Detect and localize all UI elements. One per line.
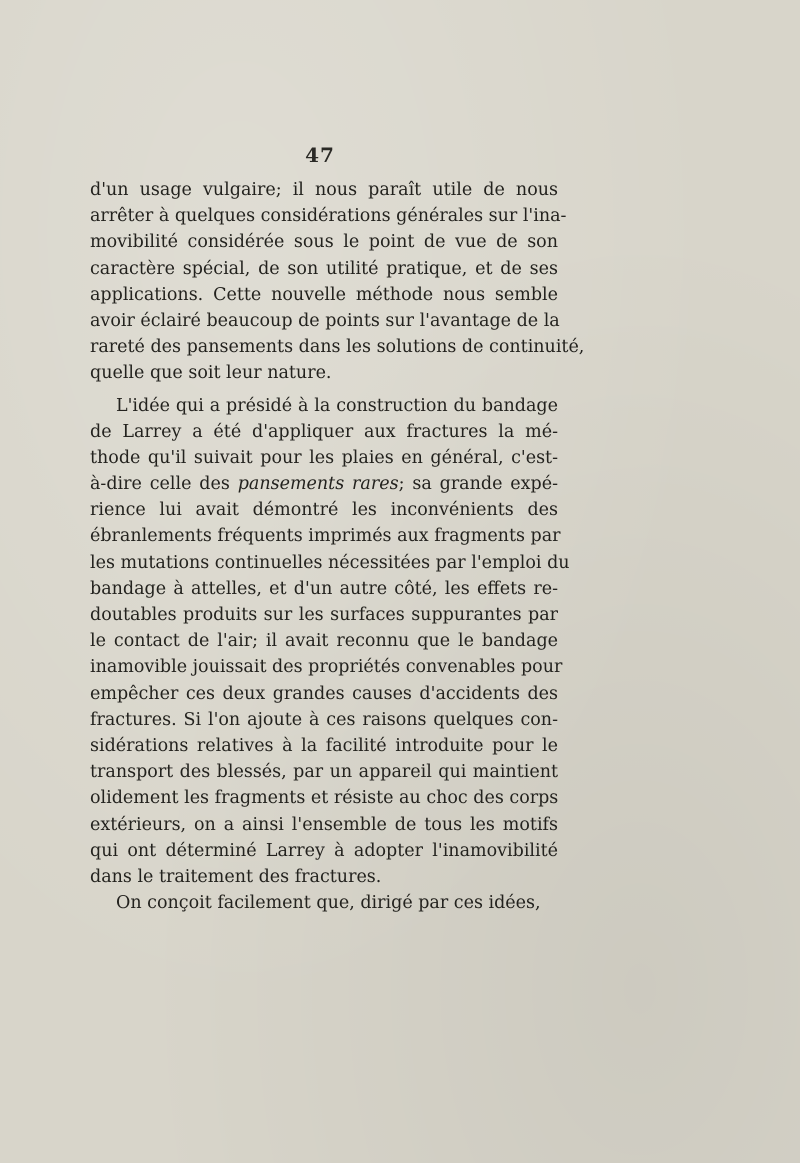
text-line: empêcher ces deux grandes causes d'accidents des (90, 683, 558, 704)
text-line: extérieurs, on a ainsi l'ensemble de tous les motifs (90, 814, 558, 835)
text-line: fractures. Si l'on ajoute à ces raisons quelques con- (90, 709, 558, 730)
text-line: inamovible jouissait des propriétés convenables pour (90, 657, 563, 678)
text-line: qui ont déterminé Larrey à adopter l'inamovibilité (90, 840, 558, 861)
text-line: de Larrey a été d'appliquer aux fractures la mé- (90, 421, 558, 442)
text-line (90, 471, 558, 497)
text-line: thode qu'il suivait pour les plaies en général, c'est- (90, 447, 558, 468)
paragraph (90, 890, 558, 916)
body-text (90, 177, 585, 916)
text-line: quelle que soit leur nature. (90, 363, 332, 384)
text-line: applications. Cette nouvelle méthode nous semble (90, 284, 558, 305)
paragraph (90, 177, 585, 387)
italic-text-run: pansements rares (237, 474, 399, 495)
page-number: 47 (305, 143, 335, 167)
text-line: rience lui avait démontré les inconvénients des (90, 500, 558, 521)
text-run: ; sa grande expé- (398, 474, 559, 495)
text-line: avoir éclairé beaucoup de points sur l'avantage de la (90, 310, 560, 331)
text-line: le contact de l'air; il avait reconnu que le bandage (90, 631, 558, 652)
text-line: olidement les fragments et résiste au choc des corps (90, 788, 559, 809)
paragraph (90, 393, 570, 891)
text-line: d'un usage vulgaire; il nous paraît utile de nous (90, 180, 558, 200)
text-line: caractère spécial, de son utilité pratique, et de ses (90, 258, 558, 279)
text-line: arrêter à quelques considérations générales sur l'ina- (90, 206, 567, 227)
text-run: à-dire celle des (90, 474, 238, 495)
text-line: sidérations relatives à la facilité introduite pour le (90, 735, 558, 756)
text-line: ébranlements fréquents imprimés aux fragments par (90, 526, 561, 547)
text-line: transport des blessés, par un appareil qui maintient (90, 762, 558, 783)
text-line: bandage à attelles, et d'un autre côté, les effets re- (90, 578, 558, 599)
text-line: movibilité considérée sous le point de vue de son (90, 232, 558, 253)
text-line: les mutations continuelles nécessitées par l'emploi du (90, 552, 570, 573)
text-line: dans le traitement des fractures. (90, 866, 382, 887)
text-line: doutables produits sur les surfaces suppurantes par (90, 605, 558, 625)
text-line: rareté des pansements dans les solutions de continuité, (90, 337, 585, 358)
text-line: On conçoit facilement que, dirigé par ces idées, (116, 893, 541, 914)
text-line: L'idée qui a présidé à la construction du bandage (116, 395, 558, 416)
